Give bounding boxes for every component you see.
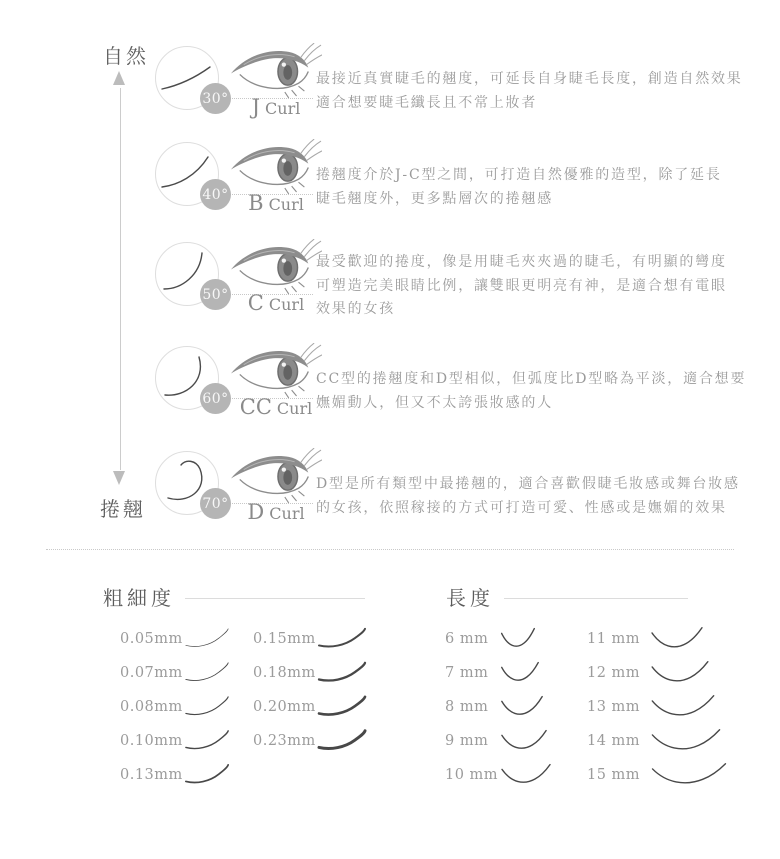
title-rule [185, 598, 365, 599]
length-value: 6 mm [445, 631, 489, 647]
lash-length-icon [501, 729, 547, 753]
curl-name [222, 395, 330, 419]
curl-word: Curl [268, 195, 304, 214]
eye-icon [230, 448, 322, 505]
desc-line: 捲翹度介於J-C型之間，可打造自然優雅的造型，除了延長 [316, 167, 722, 183]
thickness-value: 0.08mm [120, 699, 183, 715]
lash-thickness-icon [317, 729, 367, 753]
curl-name [222, 95, 330, 119]
length-item [445, 656, 551, 690]
eye-icon [230, 43, 322, 100]
title-rule [504, 598, 688, 599]
lash-length-icon [651, 660, 709, 686]
desc-line: 效果的女孩 [316, 301, 395, 317]
length-section-title [446, 582, 688, 611]
thickness-item [120, 622, 230, 656]
thickness-item [253, 622, 367, 656]
thickness-item [120, 690, 230, 724]
desc-line: 最接近真實睫毛的翹度，可延長自身睫毛長度，創造自然效果 [316, 71, 743, 87]
degree-value: 60° [202, 390, 229, 407]
thickness-column-1 [120, 622, 230, 792]
length-item [445, 724, 551, 758]
lash-thickness-icon [317, 661, 367, 685]
length-value: 8 mm [445, 699, 489, 715]
section-title-text: 長度 [446, 586, 494, 610]
thickness-value: 0.05mm [120, 631, 183, 647]
thickness-item [253, 690, 367, 724]
length-item [587, 758, 727, 792]
curl-name [222, 191, 330, 215]
degree-value: 50° [202, 286, 229, 303]
lash-thickness-icon [184, 695, 230, 719]
length-item [587, 724, 727, 758]
degree-value: 70° [202, 495, 229, 512]
length-value: 11 mm [587, 631, 641, 647]
desc-line: 適合想要睫毛纖長且不常上妝者 [316, 94, 538, 111]
thickness-value: 0.20mm [253, 699, 316, 715]
thickness-item [120, 758, 230, 792]
curl-word: Curl [265, 99, 301, 118]
length-column-1 [445, 622, 551, 792]
desc-line: D型是所有類型中最捲翹的，適合喜歡假睫毛妝感或舞台妝感 [316, 476, 740, 492]
lash-length-icon [651, 626, 703, 652]
eye-icon [230, 239, 322, 296]
curl-word: Curl [268, 295, 305, 314]
lash-length-icon [501, 627, 535, 651]
thickness-item [120, 724, 230, 758]
section-title-text: 粗細度 [103, 586, 175, 610]
length-value: 12 mm [587, 665, 641, 681]
curl-word: Curl [276, 399, 313, 418]
desc-line: CC型的捲翹度和D型相似，但弧度比D型略為平淡，適合想要 [316, 371, 747, 387]
curl-description [316, 473, 740, 520]
length-item [445, 758, 551, 792]
curl-name [222, 500, 330, 524]
curl-row-c [0, 228, 780, 336]
thickness-section-title [103, 582, 365, 611]
lash-thickness-icon [317, 627, 367, 651]
curl-row-d [0, 437, 780, 545]
desc-line: 睫毛翹度外，更多點層次的捲翹感 [316, 190, 553, 207]
lash-thickness-icon [317, 695, 367, 719]
length-item [445, 690, 551, 724]
thickness-item [253, 656, 367, 690]
desc-line: 可塑造完美眼睛比例，讓雙眼更明亮有神，是適合想有電眼 [316, 277, 727, 294]
desc-line: 的女孩，依照稼接的方式可打造可愛、性感或是嫵媚的效果 [316, 499, 727, 516]
curl-word: Curl [269, 504, 305, 523]
curl-row-cc [0, 332, 780, 440]
length-value: 14 mm [587, 733, 641, 749]
lash-length-icon [501, 763, 551, 787]
lash-length-icon [501, 661, 539, 685]
degree-value: 40° [202, 186, 229, 203]
length-value: 7 mm [445, 665, 489, 681]
thickness-column-2 [253, 622, 367, 758]
eye-icon [230, 139, 322, 196]
lash-thickness-icon [184, 627, 230, 651]
thickness-value: 0.10mm [120, 733, 183, 749]
thickness-item [253, 724, 367, 758]
curl-row-j [0, 32, 780, 140]
curl-description [316, 368, 746, 415]
length-item [587, 656, 727, 690]
curl-letter: C [247, 291, 264, 315]
axis-label-natural: 自然 [103, 44, 149, 68]
thickness-value: 0.13mm [120, 767, 183, 783]
curl-letter: CC [239, 395, 272, 419]
curl-name [222, 291, 330, 315]
curl-letter: J [251, 95, 261, 119]
lash-length-icon [501, 695, 543, 719]
degree-value: 30° [202, 90, 229, 107]
thickness-value: 0.07mm [120, 665, 183, 681]
curl-letter: D [247, 500, 265, 524]
curl-description [316, 68, 743, 115]
length-item [587, 690, 727, 724]
length-item [587, 622, 727, 656]
curl-description [316, 164, 722, 211]
dotted-divider [46, 549, 734, 550]
curl-letter: B [248, 191, 264, 215]
length-item [445, 622, 551, 656]
desc-line: 最受歡迎的捲度，像是用睫毛夾夾過的睫毛，有明顯的彎度 [316, 254, 727, 270]
thickness-value: 0.15mm [253, 631, 316, 647]
lash-length-icon [651, 694, 715, 720]
length-value: 13 mm [587, 699, 641, 715]
length-value: 9 mm [445, 733, 489, 749]
length-column-2 [587, 622, 727, 792]
lash-thickness-icon [184, 661, 230, 685]
length-value: 15 mm [587, 767, 641, 783]
lash-length-icon [651, 728, 721, 754]
lash-thickness-icon [184, 763, 230, 787]
lash-length-icon [651, 762, 727, 788]
lash-thickness-icon [184, 729, 230, 753]
desc-line: 嫵媚動人，但又不太誇張妝感的人 [316, 394, 553, 411]
length-value: 10 mm [445, 767, 499, 783]
thickness-value: 0.23mm [253, 733, 316, 749]
thickness-item [120, 656, 230, 690]
curl-row-b [0, 128, 780, 236]
axis-label-curly: 捲翹 [100, 497, 146, 521]
eye-icon [230, 343, 322, 400]
thickness-value: 0.18mm [253, 665, 316, 681]
curl-description [316, 251, 727, 322]
